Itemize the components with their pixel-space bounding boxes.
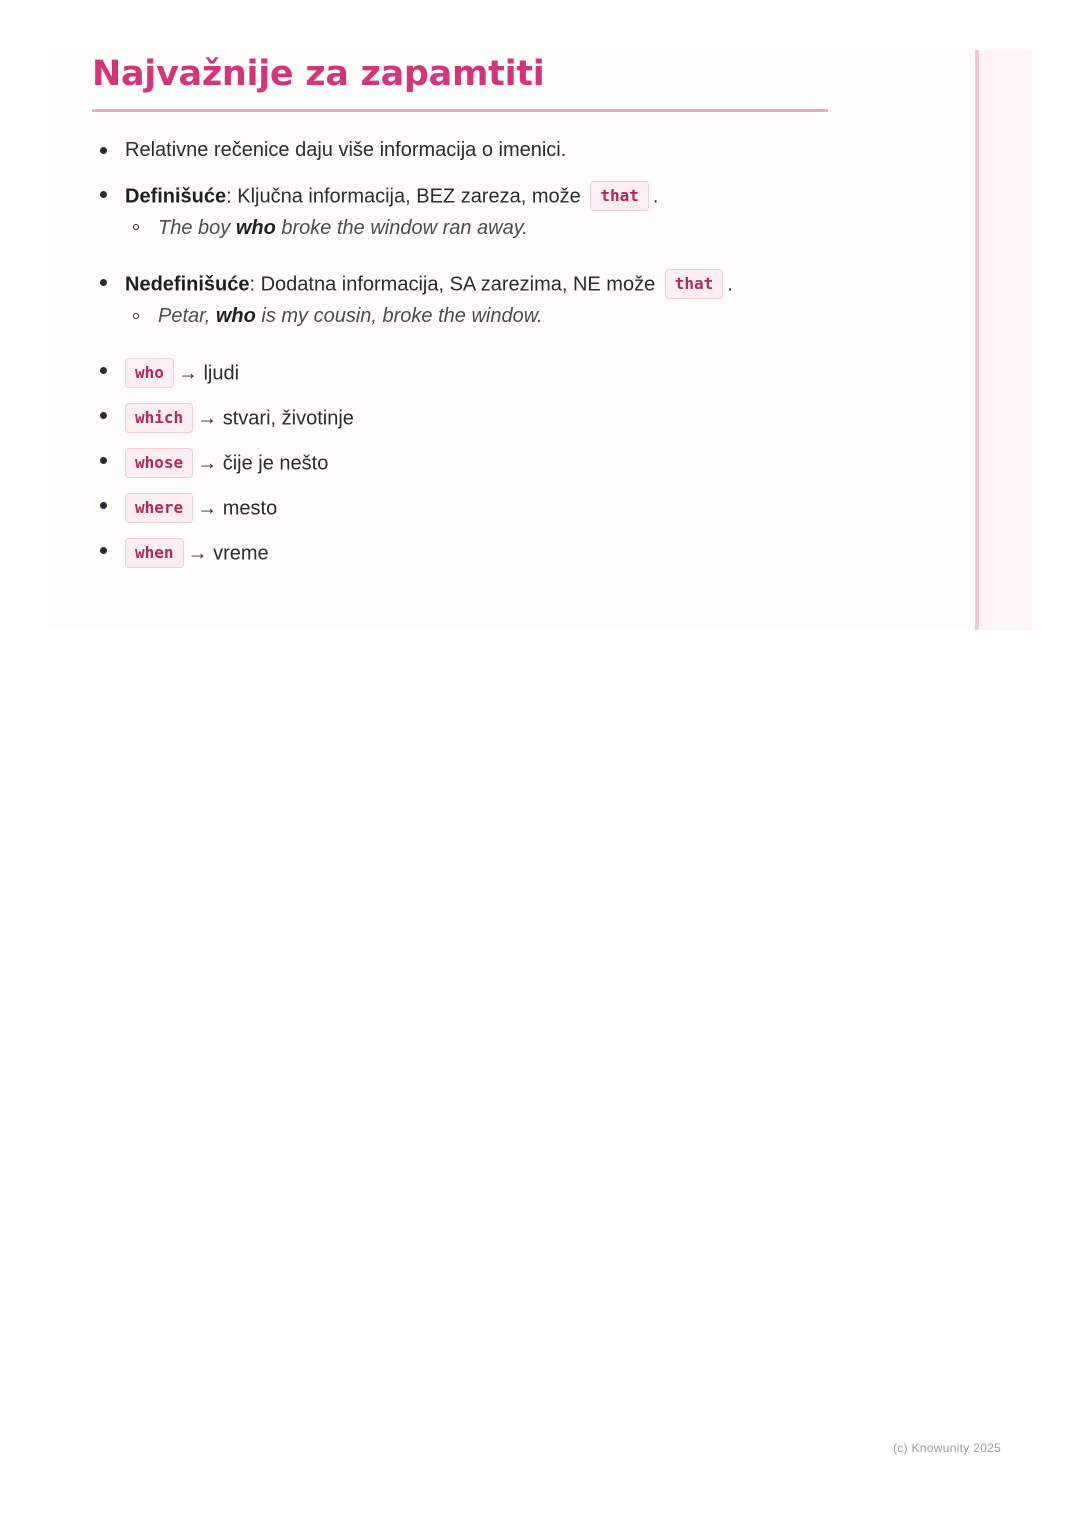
bullet-dot <box>100 147 107 154</box>
bullet-dot <box>100 547 107 554</box>
example-text: Petar, <box>158 305 216 327</box>
nondefining-example <box>158 304 543 328</box>
nondefining-period: . <box>727 273 733 296</box>
list-item-defining <box>125 182 658 212</box>
bullet-dot <box>100 457 107 464</box>
page-title: Najvažnije za zapamtiti <box>92 54 545 94</box>
list-item-pronoun <box>125 494 277 524</box>
bullet-dot <box>100 412 107 419</box>
defining-period: . <box>652 185 659 208</box>
pronoun-meaning: → čije je nešto <box>197 452 329 475</box>
pronoun-meaning: → vreme <box>187 542 269 565</box>
bullet-dot <box>100 502 107 509</box>
code-whose: whose <box>125 448 193 478</box>
sub-bullet-circle <box>133 224 139 230</box>
example-keyword: who <box>215 305 256 327</box>
list-item-intro <box>125 138 566 162</box>
pronoun-meaning: → stvari, životinje <box>197 407 354 430</box>
copyright-footer: (c) Knowunity 2025 <box>893 1441 1002 1455</box>
bullet-dot <box>100 367 107 374</box>
code-that: that <box>665 269 724 299</box>
defining-text: : Ključna informacija, BEZ zareza, može <box>226 185 581 208</box>
pronoun-meaning: → ljudi <box>177 362 240 385</box>
example-text: The boy <box>158 217 236 239</box>
code-when: when <box>125 538 184 568</box>
bullet-dot <box>100 191 107 198</box>
nondefining-label: Nedefinišuće <box>125 273 250 296</box>
sub-bullet-circle <box>133 313 139 319</box>
title-underline <box>92 109 828 112</box>
code-who: who <box>125 358 174 388</box>
code-that: that <box>590 181 649 211</box>
list-item-pronoun <box>125 359 239 389</box>
intro-text: Relativne rečenice daju više informacija o imenici. <box>125 139 567 161</box>
list-item-pronoun <box>125 449 328 479</box>
list-item-nondefining <box>125 270 733 300</box>
nondefining-text: : Dodatna informacija, SA zarezima, NE može <box>249 273 656 296</box>
defining-example <box>158 216 528 240</box>
code-where: where <box>125 493 193 523</box>
side-accent-bar <box>975 50 1032 630</box>
code-which: which <box>125 403 193 433</box>
example-keyword: who <box>235 217 276 239</box>
pronoun-meaning: → mesto <box>197 497 278 520</box>
bullet-dot <box>100 279 107 286</box>
list-item-pronoun <box>125 404 354 434</box>
defining-label: Definišuće <box>125 185 227 208</box>
example-text: is my cousin, broke the window. <box>255 305 543 327</box>
list-item-pronoun <box>125 539 269 569</box>
example-text: broke the window ran away. <box>275 217 528 239</box>
